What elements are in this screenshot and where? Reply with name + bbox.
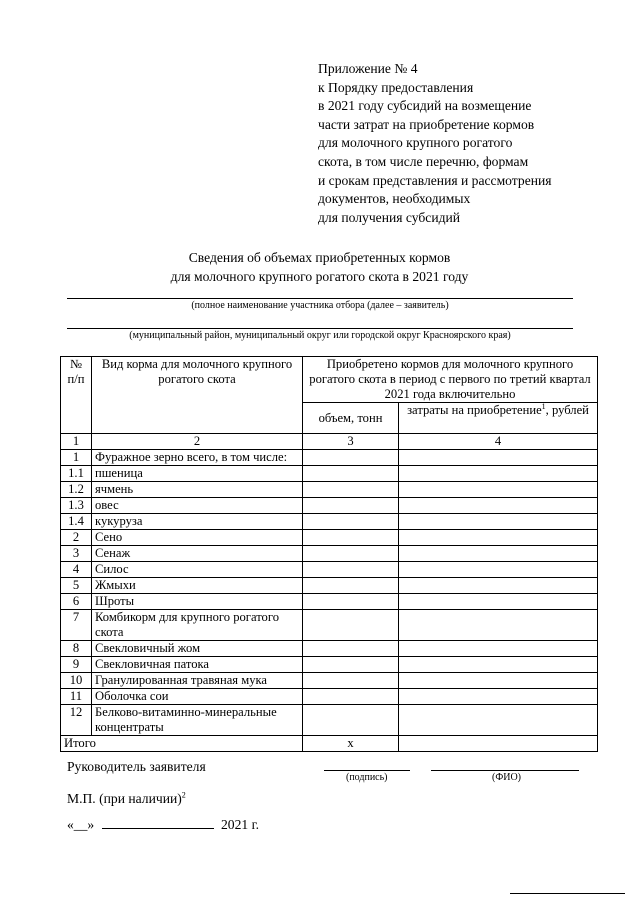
annex-line: части затрат на приобретение кормов xyxy=(318,116,535,132)
costs-cell[interactable] xyxy=(399,514,598,530)
date-month-field[interactable] xyxy=(102,816,214,829)
date-prefix: «__» xyxy=(67,817,95,832)
col-number: 1 xyxy=(61,434,92,450)
row-name: Комбикорм для крупного рогатого скота xyxy=(92,610,303,641)
title-line-2: для молочного крупного рогатого скота в 2021 году xyxy=(170,269,469,284)
costs-cell[interactable] xyxy=(399,705,598,736)
row-num: 1.1 xyxy=(61,466,92,482)
row-num: 1.4 xyxy=(61,514,92,530)
total-label: Итого xyxy=(61,736,303,752)
annex-line: к Порядку предоставления xyxy=(318,79,474,95)
table-row xyxy=(61,482,598,498)
costs-cell[interactable] xyxy=(399,594,598,610)
row-name: Шроты xyxy=(92,594,303,610)
header-feed-type: Вид корма для молочного крупного рогатого скота xyxy=(92,357,303,434)
volume-cell[interactable] xyxy=(303,641,399,657)
table-row xyxy=(61,705,598,736)
volume-cell[interactable] xyxy=(303,578,399,594)
feed-table xyxy=(60,356,598,752)
row-name: Белково-витаминно-минеральные концентраты xyxy=(92,705,303,736)
row-name: кукуруза xyxy=(92,514,303,530)
volume-cell[interactable] xyxy=(303,498,399,514)
row-num: 12 xyxy=(61,705,92,736)
row-name: Свекловичная патока xyxy=(92,657,303,673)
volume-cell[interactable] xyxy=(303,705,399,736)
costs-cell[interactable] xyxy=(399,641,598,657)
costs-cell[interactable] xyxy=(399,562,598,578)
fio-line[interactable] xyxy=(431,770,579,771)
table-row xyxy=(61,450,598,466)
costs-cell[interactable] xyxy=(399,578,598,594)
row-name: Силос xyxy=(92,562,303,578)
volume-cell[interactable] xyxy=(303,466,399,482)
row-num: 1.2 xyxy=(61,482,92,498)
signature-caption: (подпись) xyxy=(346,772,388,783)
row-name: Сено xyxy=(92,530,303,546)
row-num: 1.3 xyxy=(61,498,92,514)
volume-cell[interactable] xyxy=(303,562,399,578)
row-num: 6 xyxy=(61,594,92,610)
footnote-separator xyxy=(510,893,625,894)
annex-line: документов, необходимых xyxy=(318,191,471,207)
costs-cell[interactable] xyxy=(399,546,598,562)
header-costs: затраты на приобретение$^1$, рублей xyxy=(399,403,598,434)
table-row xyxy=(61,578,598,594)
table-row xyxy=(61,673,598,689)
date-suffix: 2021 г. xyxy=(221,817,260,832)
district-caption: (муниципальный район, муниципальный округ или городской округ Красноярского края) xyxy=(129,330,511,341)
table-row xyxy=(61,594,598,610)
col-number: 3 xyxy=(303,434,399,450)
annex-line: Приложение № 4 xyxy=(318,61,418,76)
row-name: пшеница xyxy=(92,466,303,482)
header-num: № п/п xyxy=(61,357,92,434)
table-row xyxy=(61,466,598,482)
total-volume-mark: х xyxy=(303,736,399,752)
table-row xyxy=(61,657,598,673)
total-costs-cell[interactable] xyxy=(399,736,598,752)
row-num: 1 xyxy=(61,450,92,466)
annex-line: для молочного крупного рогатого xyxy=(318,135,513,151)
table-row xyxy=(61,689,598,705)
costs-cell[interactable] xyxy=(399,657,598,673)
district-line[interactable] xyxy=(67,328,573,329)
table-row xyxy=(61,610,598,641)
costs-cell[interactable] xyxy=(399,689,598,705)
annex-line: скота, в том числе перечню, формам xyxy=(318,153,529,169)
row-num: 4 xyxy=(61,562,92,578)
costs-cell[interactable] xyxy=(399,498,598,514)
volume-cell[interactable] xyxy=(303,482,399,498)
row-name: Жмыхи xyxy=(92,578,303,594)
costs-cell[interactable] xyxy=(399,530,598,546)
document-title xyxy=(0,248,639,286)
row-num: 3 xyxy=(61,546,92,562)
volume-cell[interactable] xyxy=(303,594,399,610)
row-name: овес xyxy=(92,498,303,514)
costs-cell[interactable] xyxy=(399,466,598,482)
volume-cell[interactable] xyxy=(303,673,399,689)
volume-cell[interactable] xyxy=(303,657,399,673)
row-num: 9 xyxy=(61,657,92,673)
col-number: 2 xyxy=(92,434,303,450)
table-row xyxy=(61,641,598,657)
row-name: Сенаж xyxy=(92,546,303,562)
table-row xyxy=(61,514,598,530)
row-num: 2 xyxy=(61,530,92,546)
table-row xyxy=(61,498,598,514)
row-name: Гранулированная травяная мука xyxy=(92,673,303,689)
annex-line: для получения субсидий xyxy=(318,209,461,225)
row-num: 8 xyxy=(61,641,92,657)
costs-cell[interactable] xyxy=(399,482,598,498)
row-name: Свекловичный жом xyxy=(92,641,303,657)
row-num: 10 xyxy=(61,673,92,689)
row-num: 11 xyxy=(61,689,92,705)
stamp-label: М.П. (при наличии)$^2$ xyxy=(67,790,186,806)
row-name: ячмень xyxy=(92,482,303,498)
row-num: 7 xyxy=(61,610,92,641)
date-line xyxy=(67,816,259,834)
row-name: Фуражное зерно всего, в том числе: xyxy=(92,450,303,466)
volume-cell[interactable] xyxy=(303,610,399,641)
costs-cell[interactable] xyxy=(399,673,598,689)
row-num: 5 xyxy=(61,578,92,594)
fio-caption: (ФИО) xyxy=(492,772,522,783)
signature-line[interactable] xyxy=(324,770,410,771)
table-row xyxy=(61,562,598,578)
title-line-1: Сведения об объемах приобретенных кормов xyxy=(188,250,451,265)
table-row xyxy=(61,530,598,546)
col-number: 4 xyxy=(399,434,598,450)
applicant-caption: (полное наименование участника отбора (далее – заявитель) xyxy=(191,300,449,311)
head-label: Руководитель заявителя xyxy=(67,759,206,774)
volume-cell[interactable] xyxy=(303,546,399,562)
annex-line: в 2021 году субсидий на возмещение xyxy=(318,98,532,114)
total-row xyxy=(61,736,598,752)
annex-line: и срокам представления и рассмотрения xyxy=(318,172,552,188)
table-row xyxy=(61,546,598,562)
volume-cell[interactable] xyxy=(303,530,399,546)
volume-cell[interactable] xyxy=(303,689,399,705)
annex-heading xyxy=(318,60,618,227)
costs-cell[interactable] xyxy=(399,450,598,466)
header-volume: объем, тонн xyxy=(303,403,399,434)
row-name: Оболочка сои xyxy=(92,689,303,705)
volume-cell[interactable] xyxy=(303,514,399,530)
costs-cell[interactable] xyxy=(399,610,598,641)
volume-cell[interactable] xyxy=(303,450,399,466)
header-purchased: Приобретено кормов для молочного крупного рогатого скота в период с первого по третий квартал 2021 года включительно xyxy=(303,357,598,403)
applicant-name-line[interactable] xyxy=(67,298,573,299)
